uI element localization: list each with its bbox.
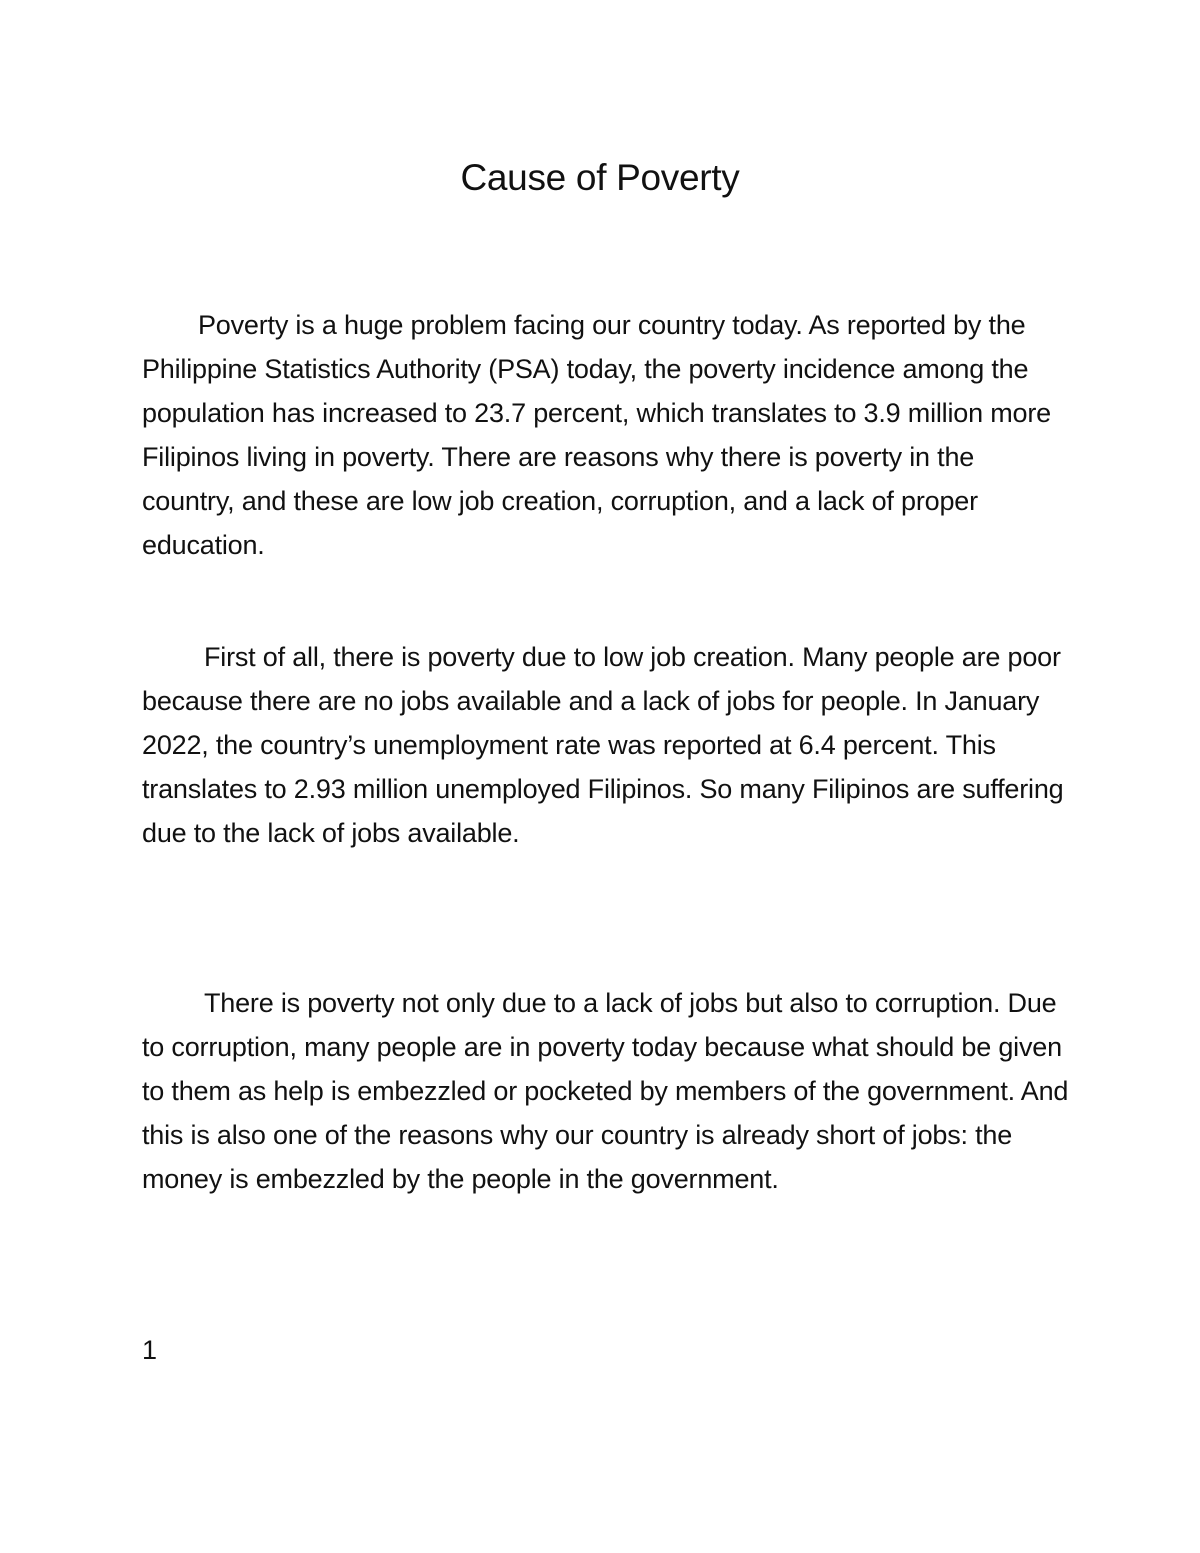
paragraph-low-job-creation: First of all, there is poverty due to low job creation. Many people are poor because there are no jobs available and a lack of jobs for people. In January 2022, the country’s unemployment rate was reported at 6.4 percent. This translates to 2.93 million unemployed Filipinos. So many Filipinos are suffering due to the lack of jobs available.: [142, 642, 1064, 848]
page-number: 1: [142, 1335, 158, 1365]
document-title: Cause of Poverty: [460, 157, 740, 198]
paragraph-introduction: Poverty is a huge problem facing our country today. As reported by the Philippine Statistics Authority (PSA) today, the poverty incidence among the population has increased to 23.7 percent, which translates to 3.9 million more Filipinos living in poverty. There are reasons why there is poverty in the country, and these are low job creation, corruption, and a lack of proper education.: [142, 310, 1051, 560]
paragraph-corruption: There is poverty not only due to a lack of jobs but also to corruption. Due to corruption, many people are in poverty today because what should be given to them as help is embezzled or pocketed by members of the government. And this is also one of the reasons why our country is already short of jobs: the money is embezzled by the people in the government.: [142, 988, 1069, 1194]
